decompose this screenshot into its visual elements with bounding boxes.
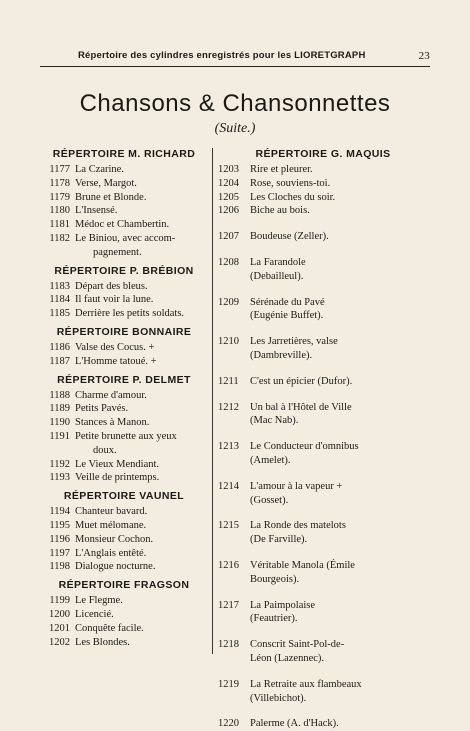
entry-title-continuation: pagnement.	[93, 246, 142, 258]
catalogue-entry	[40, 430, 208, 458]
entry-title	[246, 480, 428, 508]
entry-title-line: Rose, souviens-toi.	[250, 177, 331, 189]
entry-title-continuation: (Amelet).	[250, 454, 291, 466]
entry-title-line: L'Homme tatoué. +	[75, 355, 157, 367]
section-heading: RÉPERTOIRE M. RICHARD	[52, 148, 196, 160]
entry-number: 1179	[49, 191, 70, 203]
entry-title	[75, 636, 208, 650]
entry-title-continuation: (De Farville).	[250, 534, 308, 546]
entry-title	[246, 401, 428, 429]
entry-number: 1214	[218, 480, 239, 492]
entry-title	[75, 355, 208, 369]
entry-title-continuation: (Villebichot).	[250, 692, 307, 704]
catalogue-entry	[218, 559, 428, 587]
entry-number: 1182	[49, 232, 70, 244]
entry-title	[246, 678, 428, 706]
entry-title-line: Un bal à l'Hôtel de Ville	[250, 401, 352, 413]
catalogue-entry	[218, 256, 428, 284]
catalogue-entry	[218, 678, 428, 706]
catalogue-entry	[218, 191, 428, 205]
entry-number: 1196	[49, 533, 70, 545]
entry-title	[75, 560, 208, 574]
entry-number: 1204	[218, 177, 239, 189]
catalogue-entry	[40, 416, 208, 430]
entry-number: 1206	[218, 205, 239, 217]
catalogue-entry	[40, 232, 208, 260]
entry-title-continuation: (Eugénie Buffet).	[250, 310, 324, 322]
section-heading: RÉPERTOIRE VAUNEL	[63, 490, 185, 503]
entry-title-continuation: doux.	[93, 444, 117, 456]
catalogue-entry	[218, 519, 428, 547]
entry-title-line: Chanteur bavard.	[75, 506, 148, 518]
section-heading: RÉPERTOIRE G. MAQUIS	[255, 148, 391, 160]
entry-title-continuation: Léon (Lazennec).	[250, 652, 325, 664]
entry-title-line: Conquête facile.	[75, 622, 144, 634]
entry-number: 1181	[49, 219, 70, 231]
entry-title	[246, 335, 428, 363]
entry-number: 1197	[49, 547, 70, 559]
catalogue-entry	[218, 717, 428, 731]
entry-number: 1193	[49, 472, 70, 484]
right-column	[218, 148, 428, 731]
catalogue-entry	[40, 307, 208, 321]
entry-title-line: Valse des Cocus. +	[75, 341, 155, 353]
entry-title-line: Sérénade du Pavé	[250, 296, 325, 308]
entry-number: 1209	[218, 296, 239, 308]
entry-title-line: C'est un épicier (Dufor).	[250, 375, 353, 387]
entry-title-line: Le Vieux Mendiant.	[75, 458, 160, 470]
entry-title	[75, 232, 208, 260]
catalogue-entry	[218, 177, 428, 191]
entry-title	[75, 608, 208, 622]
catalogue-entry	[40, 458, 208, 472]
catalogue-entry	[218, 401, 428, 429]
entry-title	[75, 307, 208, 321]
entry-title-line: Stances à Manon.	[75, 417, 150, 429]
entry-title-line: Petits Pavés.	[75, 403, 129, 415]
catalogue-entry	[40, 177, 208, 191]
entry-title-line: Le Flegme.	[75, 595, 123, 607]
left-column	[40, 148, 208, 649]
catalogue-entry	[40, 547, 208, 561]
entry-number: 1207	[218, 231, 239, 243]
entry-title	[75, 416, 208, 430]
page-number: 23	[418, 50, 430, 62]
catalogue-entry	[218, 480, 428, 508]
page-title: Chansons & Chansonnettes	[79, 90, 391, 117]
entry-title	[75, 547, 208, 561]
entry-title-line: Licencié.	[75, 608, 114, 620]
entry-number: 1219	[218, 678, 239, 690]
entry-number: 1177	[49, 164, 70, 175]
catalogue-entry	[40, 280, 208, 294]
entry-title-continuation: (Dambreville).	[250, 349, 313, 361]
entry-title-line: Veille de printemps.	[75, 472, 160, 484]
catalogue-entry	[218, 204, 428, 218]
entry-title-line: Muet mélomane.	[75, 519, 147, 531]
catalogue-entry	[218, 230, 428, 244]
catalogue-entry	[40, 471, 208, 485]
entry-number: 1188	[49, 389, 70, 401]
catalogue-entry	[40, 293, 208, 307]
entry-title-line: Les Jarretières, valse	[250, 336, 338, 348]
entry-number: 1215	[218, 520, 239, 532]
entry-title	[75, 163, 208, 177]
catalogue-entry	[40, 594, 208, 608]
entry-title	[75, 280, 208, 294]
entry-number: 1178	[49, 177, 70, 189]
entry-title-line: L'amour à la vapeur +	[250, 480, 343, 492]
entry-number: 1191	[49, 430, 70, 442]
entry-title	[246, 204, 428, 218]
catalogue-entry	[40, 355, 208, 369]
section-heading: RÉPERTOIRE P. BRÉBION	[54, 264, 194, 277]
entry-number: 1187	[49, 355, 70, 367]
entry-title	[75, 430, 208, 458]
entry-number: 1212	[218, 401, 239, 413]
catalogue-entry	[40, 402, 208, 416]
header-rule	[40, 66, 430, 67]
entry-title	[246, 296, 428, 324]
entry-title	[75, 218, 208, 232]
entry-number: 1185	[49, 308, 70, 320]
section-heading: RÉPERTOIRE P. DELMET	[57, 373, 191, 386]
entry-number: 1211	[218, 375, 239, 387]
catalogue-entry	[40, 608, 208, 622]
entry-title	[75, 458, 208, 472]
entry-number: 1213	[218, 441, 239, 453]
entry-title-line: Conscrit Saint-Pol-de-	[250, 639, 345, 651]
entry-number: 1218	[218, 639, 239, 651]
entry-title-line: Biche au bois.	[250, 205, 310, 217]
entry-title-line: La Ronde des matelots	[250, 520, 346, 532]
entry-number: 1183	[49, 280, 70, 292]
entry-title-line: Rire et pleurer.	[250, 164, 313, 175]
entry-title-line: Les Blondes.	[75, 636, 130, 648]
catalogue-entry	[40, 204, 208, 218]
entry-title-line: Il faut voir la lune.	[75, 294, 154, 306]
entry-title	[75, 293, 208, 307]
entry-number: 1186	[49, 341, 70, 353]
entry-title-line: Derrière les petits soldats.	[75, 308, 185, 320]
entry-title-line: La Paimpolaise	[250, 599, 316, 611]
catalogue-entry	[218, 163, 428, 177]
entry-title-line: Charme d'amour.	[75, 389, 147, 401]
entry-title	[75, 594, 208, 608]
entry-title	[246, 163, 428, 177]
entry-title-line: Monsieur Cochon.	[75, 533, 154, 545]
entry-title-line: Véritable Manola (Émile	[250, 559, 355, 571]
entry-number: 1208	[218, 256, 239, 268]
entry-title-line: Brune et Blonde.	[75, 191, 147, 203]
entry-title-line: Dialogue nocturne.	[75, 561, 156, 573]
page-subtitle: (Suite.)	[214, 121, 256, 136]
entry-title-continuation: (Debailleul).	[250, 270, 304, 282]
entry-title-line: Le Conducteur d'omnibus	[250, 441, 359, 453]
catalogue-entry	[218, 375, 428, 389]
catalogue-entry	[40, 218, 208, 232]
catalogue-entry	[218, 296, 428, 324]
catalogue-entry	[40, 519, 208, 533]
entry-title-line: Départ des bleus.	[75, 280, 148, 292]
entry-title-continuation: (Mac Nab).	[250, 415, 299, 427]
entry-title	[75, 204, 208, 218]
entry-title	[246, 440, 428, 468]
entry-title-line: Verse, Margot.	[75, 177, 137, 189]
entry-title	[246, 177, 428, 191]
column-divider	[212, 148, 213, 654]
entry-number: 1190	[49, 417, 70, 429]
entry-title	[246, 519, 428, 547]
entry-title	[246, 717, 428, 731]
entry-title	[246, 191, 428, 205]
entry-number: 1216	[218, 559, 239, 571]
section-heading: RÉPERTOIRE BONNAIRE	[56, 325, 192, 338]
catalogue-entry	[40, 560, 208, 574]
entry-number: 1199	[49, 595, 70, 607]
entry-number: 1198	[49, 561, 70, 573]
entry-title	[75, 471, 208, 485]
entry-title	[246, 559, 428, 587]
entry-number: 1180	[49, 205, 70, 217]
entry-number: 1201	[49, 622, 70, 634]
entry-title	[246, 599, 428, 627]
entry-title	[246, 230, 428, 244]
entry-title-line: La Farandole	[250, 256, 306, 268]
entry-number: 1194	[49, 506, 70, 518]
entry-title	[75, 519, 208, 533]
entry-title	[246, 375, 428, 389]
section-heading: RÉPERTOIRE FRAGSON	[58, 579, 190, 592]
entry-number: 1189	[49, 403, 70, 415]
entry-title	[246, 256, 428, 284]
entry-number: 1184	[49, 294, 70, 306]
entry-title-line: La Retraite aux flambeaux	[250, 678, 362, 690]
entry-title-line: L'Insensé.	[75, 205, 118, 217]
entry-title-line: Boudeuse (Zeller).	[250, 231, 329, 243]
entry-title	[75, 177, 208, 191]
entry-number: 1200	[49, 608, 70, 620]
entry-title-continuation: (Feautrier).	[250, 613, 298, 625]
catalogue-entry	[40, 533, 208, 547]
entry-number: 1220	[218, 718, 239, 730]
entry-title	[246, 638, 428, 666]
catalogue-entry	[218, 638, 428, 666]
entry-title-line: L'Anglais entêté.	[75, 547, 147, 559]
entry-title-continuation: (Gosset).	[250, 494, 289, 506]
entry-number: 1202	[49, 636, 70, 648]
entry-number: 1195	[49, 519, 70, 531]
entry-title-continuation: Bourgeois).	[250, 573, 300, 585]
entry-number: 1203	[218, 164, 239, 175]
entry-title	[75, 533, 208, 547]
entry-title-line: Petite brunette aux yeux	[75, 430, 177, 442]
entry-number: 1205	[218, 191, 239, 203]
catalogue-entry	[40, 636, 208, 650]
catalogue-entry	[40, 191, 208, 205]
entry-number: 1217	[218, 599, 239, 611]
entry-title	[75, 505, 208, 519]
catalogue-entry	[40, 389, 208, 403]
entry-title-line: Médoc et Chambertin.	[75, 219, 170, 231]
catalogue-entry	[218, 599, 428, 627]
catalogue-entry	[40, 505, 208, 519]
entry-number: 1192	[49, 458, 70, 470]
entry-title	[75, 389, 208, 403]
entry-title-line: La Czarine.	[75, 164, 124, 175]
running-head-title: Répertoire des cylindres enregistrés pour les LIORETGRAPH	[78, 50, 366, 61]
entry-title-line: Palerme (A. d'Hack).	[250, 718, 339, 730]
catalogue-entry	[218, 440, 428, 468]
entry-title	[75, 402, 208, 416]
entry-title-line: Le Biniou, avec accom-	[75, 232, 176, 244]
catalogue-entry	[40, 622, 208, 636]
entry-title	[75, 191, 208, 205]
catalogue-entry	[40, 341, 208, 355]
catalogue-entry	[218, 335, 428, 363]
entry-number: 1210	[218, 336, 239, 348]
entry-title	[75, 622, 208, 636]
catalogue-entry	[40, 163, 208, 177]
entry-title-line: Les Cloches du soir.	[250, 191, 336, 203]
entry-title	[75, 341, 208, 355]
